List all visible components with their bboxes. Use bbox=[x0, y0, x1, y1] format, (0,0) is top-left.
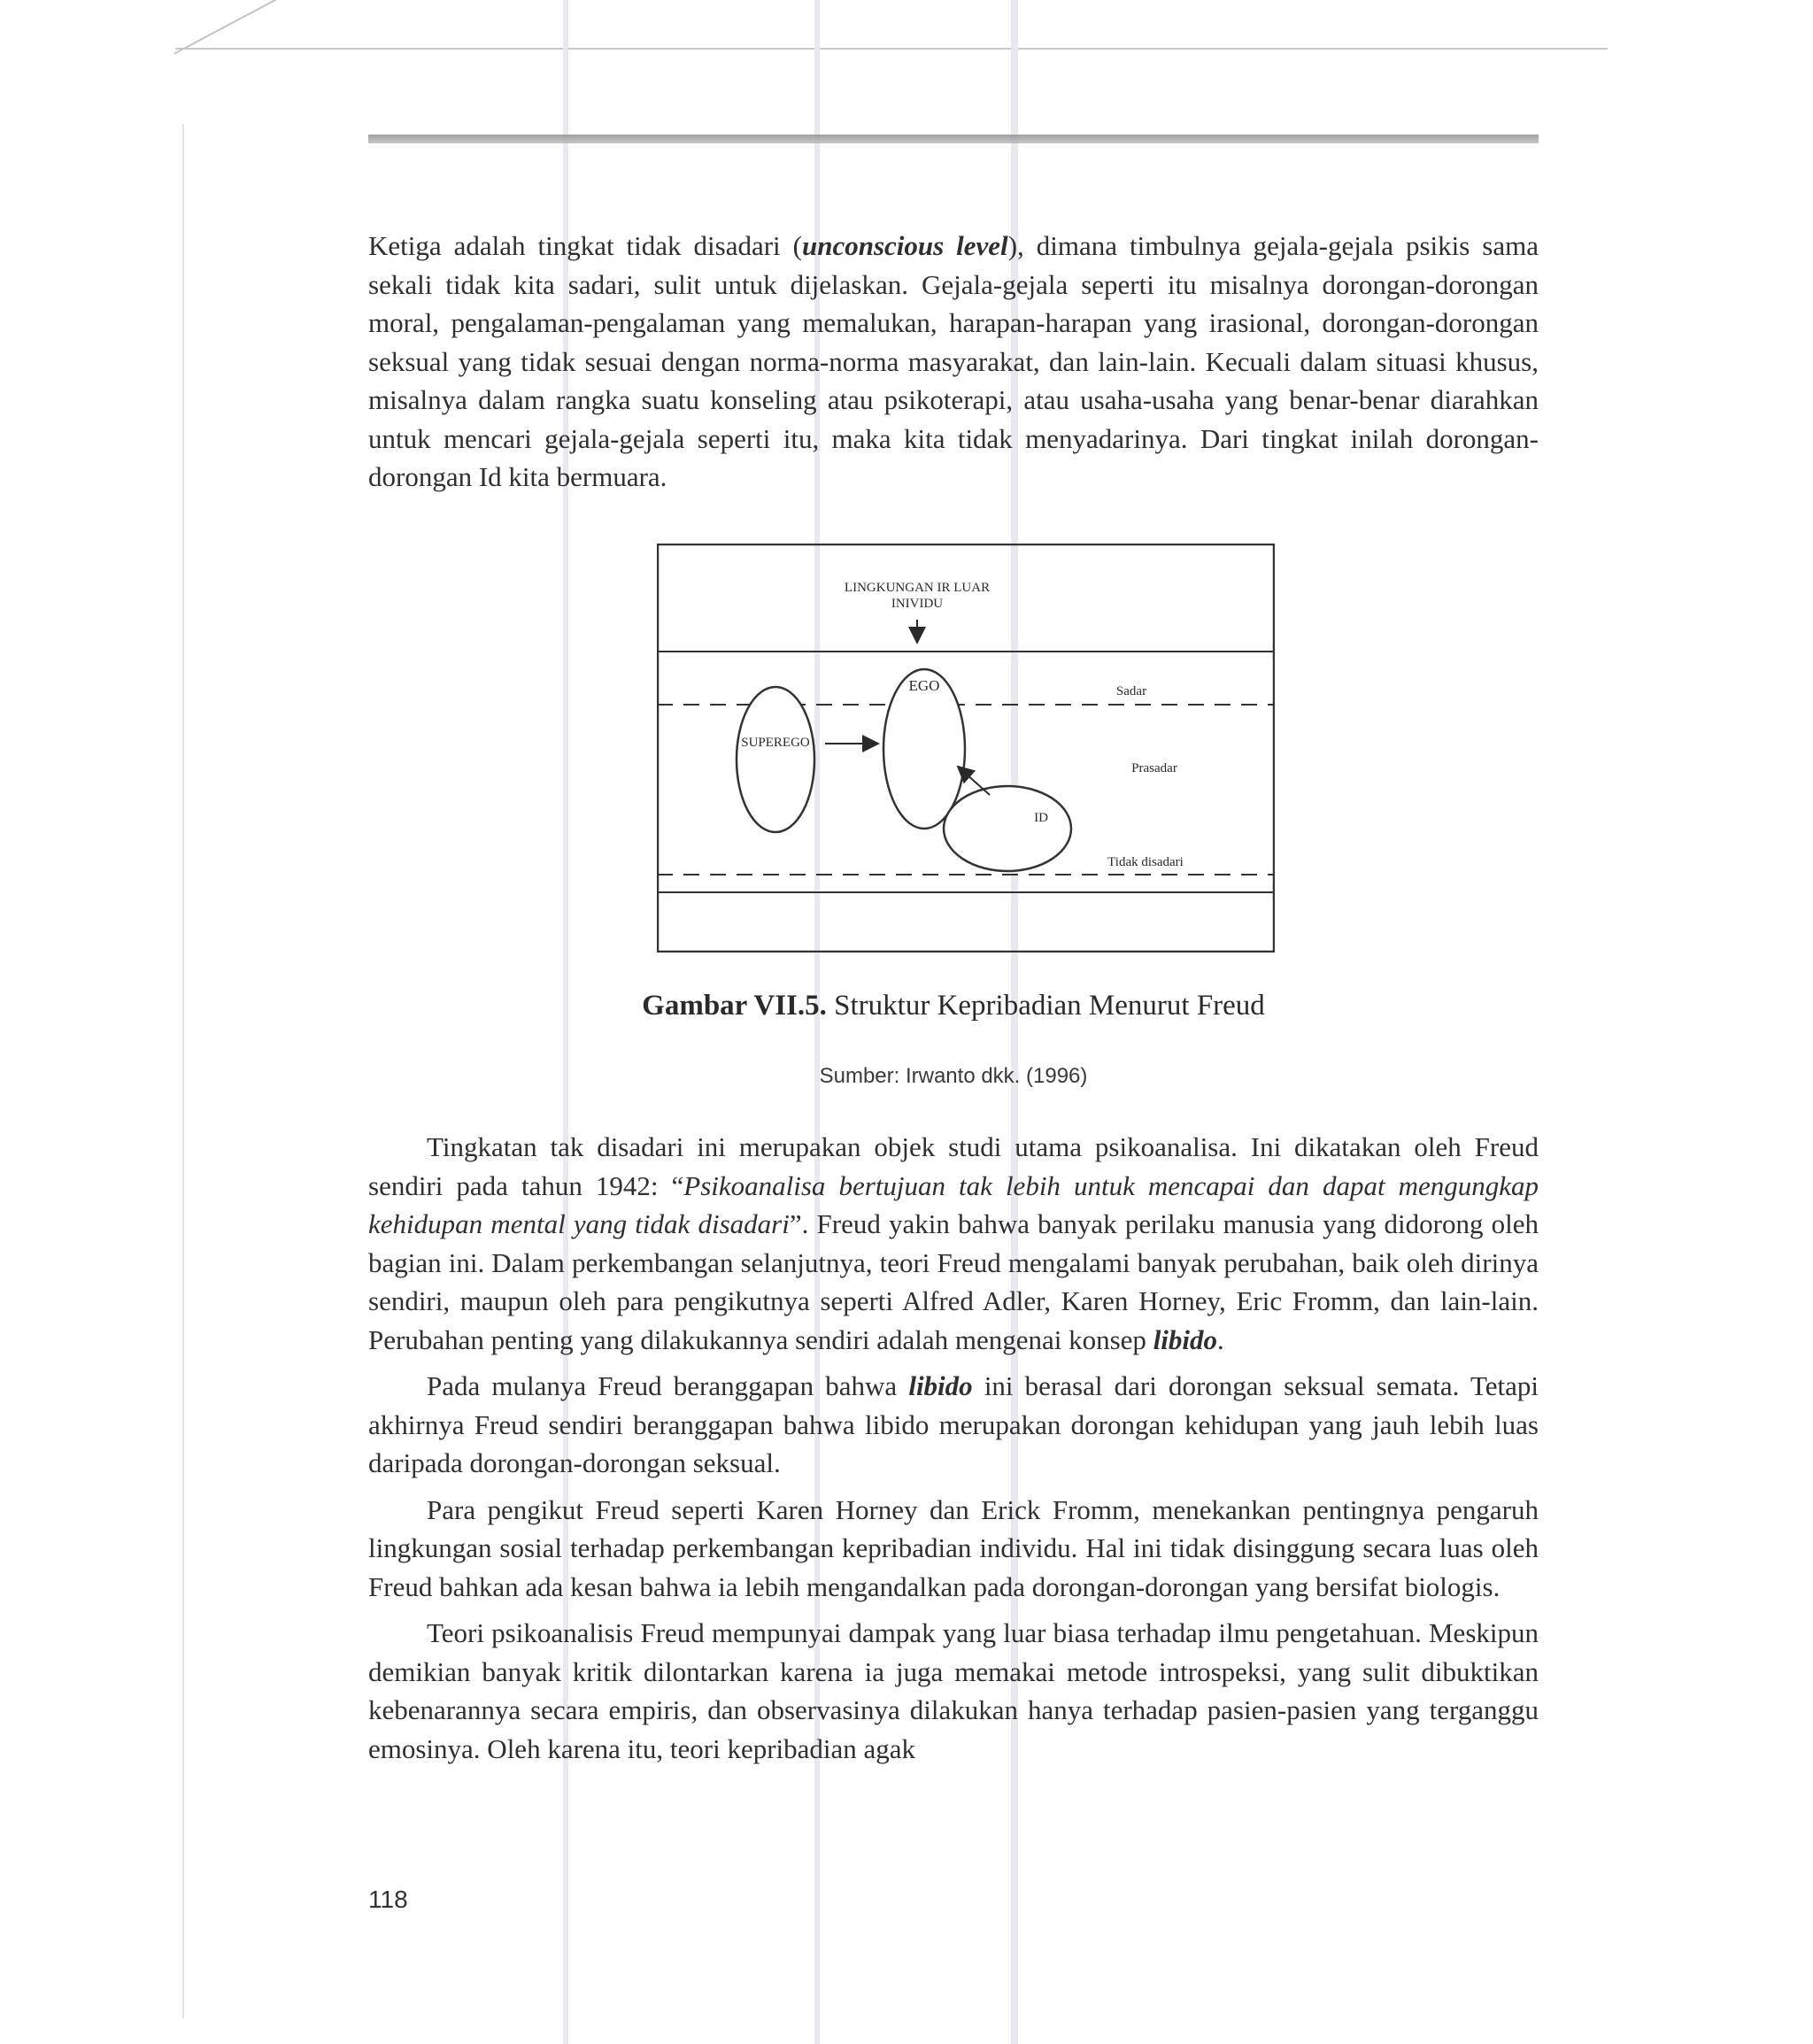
paragraph-impact: Teori psikoanalisis Freud mempunyai dampak yang luar biasa terhadap ilmu pengetahuan. Meskipun demikian banyak kritik dilontarkan karena ia juga memakai metode introspeksi, yang sulit dibuktikan kebenarannya secara empiris, dan observasinya dilakukan hanya terhadap pasien-pasien yang terganggu emosinya. Oleh karena itu, teori kepribadian agak bbox=[368, 1617, 1539, 1764]
page-edge-top bbox=[175, 48, 1608, 50]
figure-number: Gambar VII.5. bbox=[642, 990, 827, 1022]
ego-label: EGO bbox=[908, 677, 940, 694]
figure-title: Struktur Kepribadian Menurut Freud bbox=[834, 990, 1265, 1022]
conscious-label: Sadar bbox=[1115, 684, 1147, 698]
page-edge-left bbox=[182, 124, 184, 2018]
preconscious-label: Prasadar bbox=[1131, 761, 1177, 775]
intro-paragraph bbox=[368, 227, 1539, 497]
paragraph-libido bbox=[368, 1367, 1539, 1483]
freud-quote: Psikoanalisa bertujuan tak lebih untuk mencapai dan dapat mengungkap kehidupan mental yang tidak disadari bbox=[368, 1169, 1539, 1239]
text-segment: . bbox=[1217, 1323, 1224, 1355]
environment-label: LINGKUNGAN IR LUAR bbox=[844, 581, 991, 595]
unconscious-label: Tidak disadari bbox=[1107, 855, 1184, 869]
body-paragraphs bbox=[368, 1128, 1539, 1768]
page-number: 118 bbox=[368, 1886, 408, 1913]
text-segment: ini berasal dari dorongan seksual semata. Tetapi akhirnya Freud sendiri beranggapan bahwa libido merupakan dorongan kehidupan yang jauh lebih luas daripada dorongan-dorongan seksual. bbox=[368, 1370, 1539, 1478]
text-segment: Ketiga adalah tingkat tidak disadari ( bbox=[368, 230, 802, 261]
superego-ellipse bbox=[737, 687, 814, 832]
figure-caption bbox=[368, 990, 1539, 1022]
text-segment: Tingkatan tak disadari ini merupakan objek studi utama psikoanalisa. Ini dikatakan oleh Freud sendiri pada tahun 1942: “ bbox=[368, 1131, 1539, 1201]
id-ellipse bbox=[944, 786, 1071, 871]
id-label: ID bbox=[1034, 811, 1048, 825]
page-corner-fold bbox=[174, 0, 284, 55]
figure-source: Sumber: Irwanto dkk. (1996) bbox=[819, 1064, 1088, 1088]
environment-label-line2: INIVIDU bbox=[891, 597, 944, 611]
term-unconscious-level: unconscious level bbox=[801, 230, 1008, 261]
freud-personality-structure-diagram bbox=[657, 544, 1275, 953]
text-segment: ”. Freud yakin bahwa banyak perilaku manusia yang didorong oleh bagian ini. Dalam perkembangan selanjutnya, teori Freud mengalami banyak perubahan, baik oleh dirinya sendiri, maupun oleh para pengikutnya seperti Alfred Adler, Karen Horney, Eric Fromm, dan lain-lain. Perubahan penting yang dilakukannya sendiri adalah mengenai konsep bbox=[368, 1208, 1539, 1355]
paragraph-unconscious-study bbox=[368, 1128, 1539, 1359]
header-rule bbox=[368, 135, 1539, 143]
text-segment: ), dimana timbulnya gejala-gejala psikis sama sekali tidak kita sadari, sulit untuk dijelaskan. Gejala-gejala seperti itu misalnya dorongan-dorongan moral, pengalaman-pengalaman yang memalukan, harapan-harapan yang irasional, dorongan-dorongan seksual yang tidak sesuai dengan norma-norma masyarakat, dan lain-lain. Kecuali dalam situasi khusus, misalnya dalam rangka suatu konseling atau psikoterapi, atau usaha-usaha yang benar-benar diarahkan untuk mencari gejala-gejala seperti itu, maka kita tidak menyadarinya. Dari tingkat inilah dorongan-dorongan Id kita bermuara. bbox=[368, 230, 1539, 492]
term-libido: libido bbox=[908, 1370, 973, 1401]
paragraph-followers: Para pengikut Freud seperti Karen Horney dan Erick Fromm, menekankan pentingnya pengaruh lingkungan sosial terhadap perkembangan kepribadian individu. Hal ini tidak disinggung secara luas oleh Freud bahkan ada kesan bahwa ia lebih mengandalkan pada dorongan-dorongan yang bersifat biologis. bbox=[368, 1493, 1539, 1602]
text-segment: Pada mulanya Freud beranggapan bahwa bbox=[427, 1370, 909, 1401]
superego-label: SUPEREGO bbox=[741, 736, 810, 750]
term-libido: libido bbox=[1153, 1323, 1218, 1355]
